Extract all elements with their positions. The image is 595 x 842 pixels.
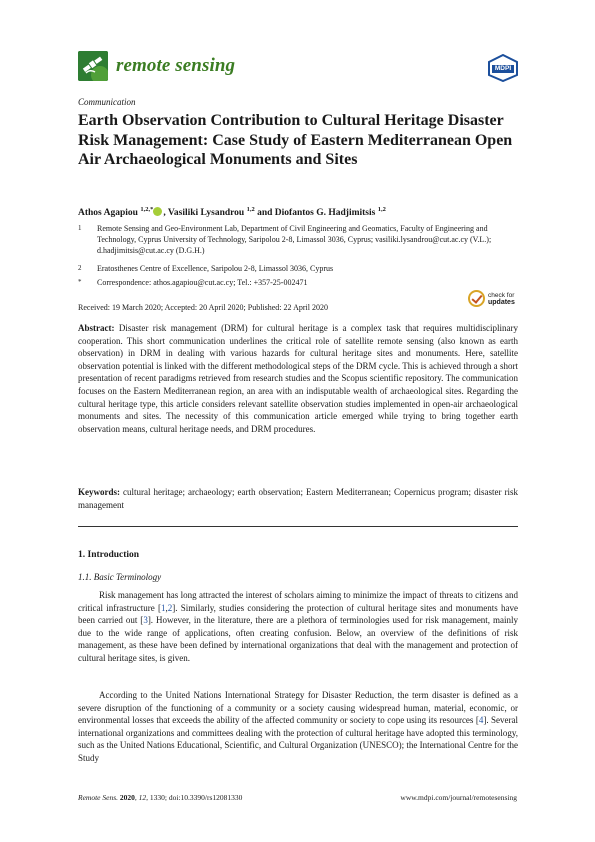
paragraph-text: , [165, 602, 168, 613]
correspondence-text: Correspondence: athos.agapiou@cut.ac.cy; Tel.: +357-25-002471 [97, 278, 308, 287]
journal-header [78, 50, 235, 82]
citation-link[interactable]: 1 [160, 602, 166, 613]
footer-journal-abbrev: Remote Sens. [78, 793, 118, 802]
orcid-icon[interactable] [153, 207, 162, 216]
keywords [78, 486, 518, 511]
author-name[interactable]: Athos Agapiou [78, 208, 138, 218]
affiliation-text: Remote Sensing and Geo-Environment Lab, Department of Civil Engineering and Geomatics, Faculty of Engineering and Technology, Cyprus University of Technology, Saripolou 2-8, Limassol 3036, Cyprus; vasiliki.lysandrou@cut.ac.cy (V.L.); d.hadjimitsis@cut.ac.cy (D.G.H.) [97, 224, 492, 255]
publication-dates: Received: 19 March 2020; Accepted: 20 April 2020; Published: 22 April 2020 [78, 303, 328, 312]
citation-link[interactable]: 3 [143, 615, 148, 626]
affiliation-mark: 1 [78, 224, 82, 232]
author-list [78, 207, 386, 218]
footer-citation: Remote Sens. 2020, 12, 1330; doi:10.3390/rs12081330 [78, 793, 243, 802]
keywords-label: Keywords: [78, 487, 120, 497]
footer-year: 2020 [119, 793, 135, 802]
affiliation-text: Eratosthenes Centre of Excellence, Saripolou 2-8, Limassol 3036, Cyprus [97, 264, 334, 273]
author-name[interactable]: Diofantos G. Hadjimitsis [274, 208, 376, 218]
divider [78, 526, 518, 527]
author-name[interactable]: Vasiliki Lysandrou [167, 208, 245, 218]
author-affiliation-mark: 1,2,* [140, 205, 154, 213]
paragraph-text: According to the United Nations International Strategy for Disaster Reduction, the term disaster is defined as a severe disruption of the functioning of a community or a society causing widespread human, material, economic, or environmental losses that exceeds the ability of the affected community or society to cope using its resources [ [78, 690, 518, 726]
affiliation-mark: 2 [78, 264, 82, 272]
paragraph-text: ]. However, in the literature, there are a plethora of terminologies used for risk management, mainly due to the wide range of applications, often creating confusion. Below, an overview of the definitions of risk management, as these have been defined by international organizations that deal with the management and protection of cultural heritage sites, is given. [78, 615, 519, 663]
section-heading: 1. Introduction [78, 550, 140, 560]
mdpi-logo-text: MDPI [494, 65, 512, 72]
footer-url[interactable]: www.mdpi.com/journal/remotesensing [400, 793, 517, 802]
keywords-text: cultural heritage; archaeology; earth observation; Eastern Mediterranean; Copernicus program; disaster risk management [78, 487, 518, 510]
footer-doi: , 1330; doi:10.3390/rs12081330 [146, 793, 243, 802]
mdpi-logo[interactable] [487, 54, 519, 82]
abstract-text: Disaster risk management (DRM) for cultural heritage is a complex task that requires multidisciplinary cooperation. This short communication underlines the critical role of satellite remote sensing (also known as earth observation) in DRM in dealing with various hazards for cultural heritage sites and monuments. Here, satellite observation potential is linked with the different methodological steps of the DRM cycle. This is achieved through a short presentation of recent paradigms retrieved from research studies and the Scopus scientific repository. The communication focuses on the Eastern Mediterranean region, an area with an indisputable wealth of archaeological sites. Regarding the cultural heritage type, this article considers relevant satellite observation studies implemented in open-air archaeological monuments and sites. The necessity of this communication article emerged while trying to bring together earth observation means, cultural heritage needs, and DRM procedures. [78, 323, 518, 434]
page-title: Earth Observation Contribution to Cultural Heritage Disaster Risk Management: Case Study of Eastern Mediterranean Open Air Archaeological Monuments and Sites [78, 112, 513, 168]
citation-link[interactable]: 4 [478, 715, 484, 726]
author-separator: and [257, 208, 273, 218]
subsection-heading: 1.1. Basic Terminology [78, 572, 162, 582]
affiliation-mark: * [78, 278, 82, 286]
body-paragraph [78, 589, 518, 665]
paragraph-text: Risk management has long attracted the interest of scholars aiming to minimize the impact of threats to citizens and critical infrastructure [ [78, 590, 518, 613]
paragraph-text: ]. Similarly, studies considering the protection of cultural heritage sites and monuments have been carried out [ [78, 602, 518, 626]
abstract [78, 322, 518, 435]
paragraph-text: ]. Several international organizations and committees dealing with the protection of cultural heritage have adopted this terminology, such as the United Nations Educational, Scientific, and Cultural Organization (UNESCO); the International Centre for the Study [78, 715, 519, 763]
citation-link[interactable]: 2 [167, 602, 173, 613]
satellite-logo-icon [78, 51, 108, 81]
check-updates-icon [468, 290, 485, 307]
body-paragraph [78, 689, 518, 765]
author-separator: , [163, 208, 166, 218]
check-updates-line1: check for [488, 291, 515, 299]
author-affiliation-mark: 1,2 [246, 205, 255, 213]
journal-name: remote sensing [116, 55, 236, 76]
article-type: Communication [78, 97, 136, 107]
abstract-label: Abstract: [78, 323, 115, 333]
check-updates-line2: updates [488, 298, 515, 306]
check-for-updates-badge[interactable] [468, 290, 515, 307]
author-affiliation-mark: 1,2 [377, 205, 386, 213]
footer-volume: 12 [138, 793, 147, 802]
